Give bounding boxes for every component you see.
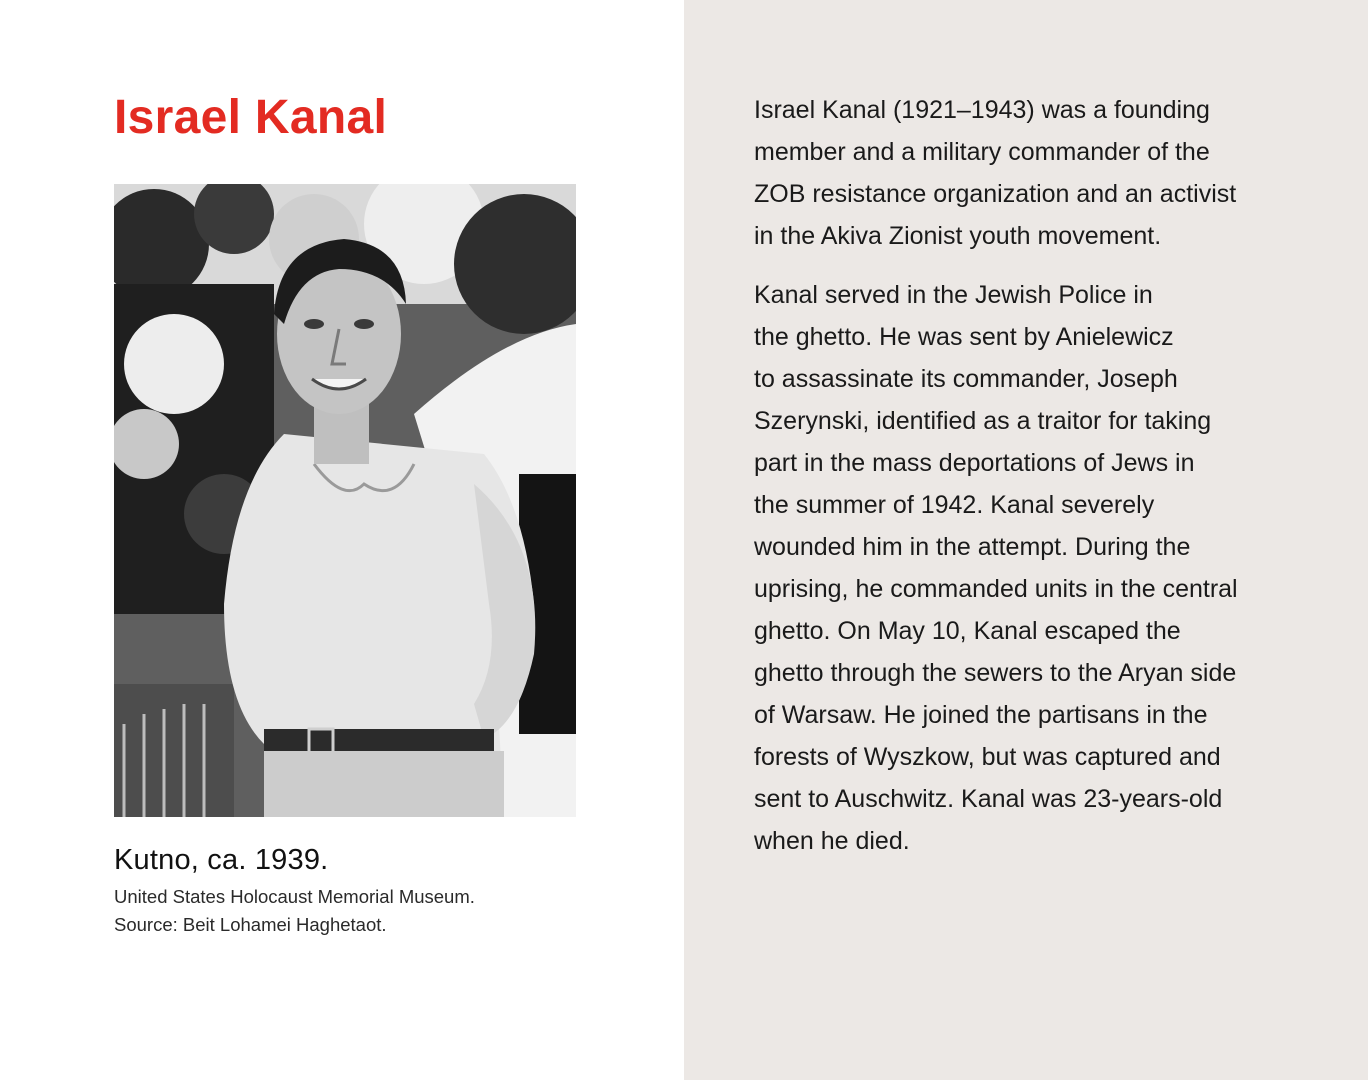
photo-caption-title: Kutno, ca. 1939. xyxy=(114,844,329,876)
page-title: Israel Kanal xyxy=(114,91,388,144)
biography-line: sent to Auschwitz. Kanal was 23-years-old xyxy=(754,785,1223,813)
biography-line: member and a military commander of the xyxy=(754,138,1210,166)
biography-line: Kanal served in the Jewish Police in xyxy=(754,281,1153,309)
biography-line: the ghetto. He was sent by Anielewicz xyxy=(754,323,1174,351)
biography-line: wounded him in the attempt. During the xyxy=(754,533,1191,561)
biography-text xyxy=(754,89,1299,879)
portrait-photo-image xyxy=(114,184,576,817)
photo-credit-line: United States Holocaust Memorial Museum. xyxy=(114,886,475,907)
biography-line: to assassinate its commander, Joseph xyxy=(754,365,1178,393)
biography-line: ghetto through the sewers to the Aryan side xyxy=(754,659,1237,687)
biography-line: Szerynski, identified as a traitor for taking xyxy=(754,407,1212,435)
biography-line: the summer of 1942. Kanal severely xyxy=(754,491,1155,519)
photo-credit xyxy=(114,883,475,939)
biography-line: in the Akiva Zionist youth movement. xyxy=(754,222,1162,250)
biography-line: part in the mass deportations of Jews in xyxy=(754,449,1195,477)
photo-credit-line: Source: Beit Lohamei Haghetaot. xyxy=(114,914,387,935)
biography-paragraph xyxy=(754,89,1299,257)
biography-line: ghetto. On May 10, Kanal escaped the xyxy=(754,617,1181,645)
biography-line: ZOB resistance organization and an activist xyxy=(754,180,1237,208)
biography-line: forests of Wyszkow, but was captured and xyxy=(754,743,1221,771)
portrait-photo xyxy=(114,184,576,817)
biography-line: of Warsaw. He joined the partisans in the xyxy=(754,701,1208,729)
biography-line: uprising, he commanded units in the central xyxy=(754,575,1238,603)
biography-line: when he died. xyxy=(754,827,910,855)
biography-paragraph xyxy=(754,274,1299,862)
biography-line: Israel Kanal (1921–1943) was a founding xyxy=(754,96,1210,124)
